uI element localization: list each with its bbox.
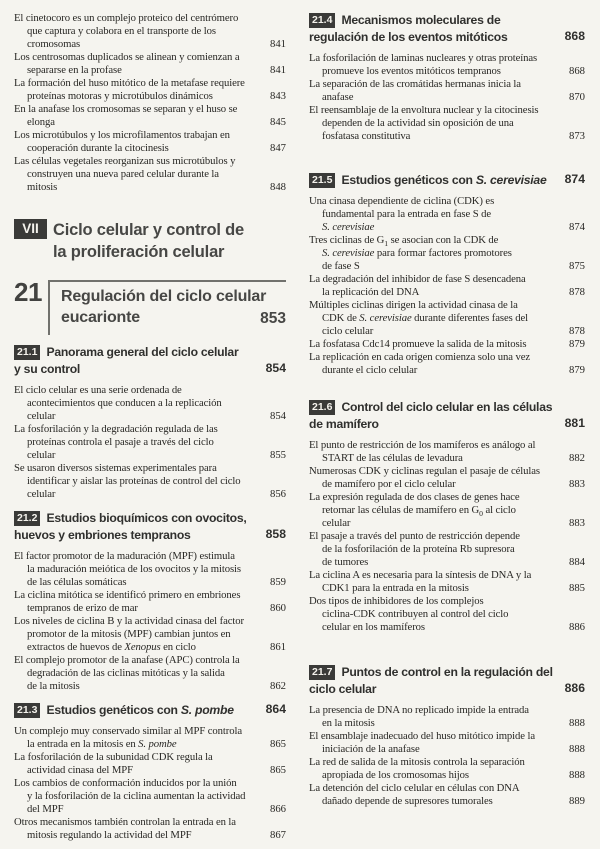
toc-entry-page: 866 [269, 803, 286, 815]
toc-entry-page: 883 [568, 517, 585, 529]
toc-entry-list [309, 439, 585, 634]
section-title: Puntos de control en la regulación del ciclo celular [309, 665, 553, 696]
toc-entry-page: 856 [269, 488, 286, 500]
toc-entry-page: 855 [269, 449, 286, 461]
toc-entry [309, 351, 585, 377]
toc-entry-text: En la anafase los cromosomas se separan y el huso se elonga [14, 103, 238, 128]
toc-entry-page: 862 [269, 680, 286, 692]
toc-entry-page: 867 [269, 829, 286, 841]
toc-entry [14, 751, 286, 777]
toc-entry-text: El complejo promotor de la anafase (APC) controla la degradación de las ciclinas mitóticas y la salida de la mitosis [14, 654, 240, 692]
section-number-badge: 21.4 [309, 13, 335, 28]
part-number-badge: VII [14, 219, 47, 239]
toc-entry-text: La fosforilación de la subunidad CDK regula la actividad cinasa del MPF [14, 751, 213, 776]
toc-entry [14, 589, 286, 615]
toc-entry-list [14, 550, 286, 693]
toc-entry-text: El ensamblaje inadecuado del huso mitótico impide la iniciación de la anafase [309, 730, 536, 755]
toc-entry-text: Múltiples ciclinas dirigen la actividad cinasa de la CDK de S. cerevisiae durante diferentes fases del ciclo celular [309, 299, 528, 337]
toc-entry-text: La replicación en cada origen comienza solo una vez durante el ciclo celular [309, 351, 531, 376]
part-heading [14, 219, 286, 263]
toc-entry-text: La ciclina mitótica se identificó primero en embriones tempranos de erizo de mar [14, 589, 241, 614]
toc-entry-text: La formación del huso mitótico de la metafase requiere proteínas motoras y microtúbulos dinámicos [14, 77, 245, 102]
toc-entry [14, 550, 286, 589]
toc-entry [309, 465, 585, 491]
toc-entry-page: 845 [269, 116, 286, 128]
toc-entry-page: 888 [568, 743, 585, 755]
toc-entry-text: El cinetocoro es un complejo proteico del centrómero que captura y colabora en el transporte de los cromosomas [14, 12, 239, 50]
toc-entry [14, 103, 286, 129]
section-heading [309, 664, 585, 698]
toc-entry [14, 155, 286, 194]
toc-entry [14, 129, 286, 155]
toc-entry-list-leading [14, 12, 286, 194]
toc-entry-page: 848 [269, 181, 286, 193]
toc-entry-text: Las células vegetales reorganizan sus microtúbulos y construyen una nueva pared celular durante la mitosis [14, 155, 236, 193]
toc-entry-page: 841 [269, 38, 286, 50]
toc-entry [14, 423, 286, 462]
toc-section-21-4 [309, 12, 585, 143]
toc-entry [14, 462, 286, 501]
toc-entry [309, 756, 585, 782]
toc-entry-text: Los centrosomas duplicados se alinean y comienzan a separarse en la profase [14, 51, 240, 76]
toc-entry [14, 384, 286, 423]
toc-section-21-1 [14, 344, 286, 501]
section-heading [309, 399, 585, 433]
toc-entry-text: Numerosas CDK y ciclinas regulan el pasaje de células de mamífero por el ciclo celular [309, 465, 540, 490]
toc-entry [309, 782, 585, 808]
toc-entry-text: La fosforilación y la degradación regulada de las proteínas controla el pasaje a través del ciclo celular [14, 423, 218, 461]
toc-entry-text: Tres ciclinas de $G_1$ se asocian con la CDK de S. cerevisiae para formar factores promotores de fase S [309, 234, 512, 272]
toc-entry-text: Los cambios de conformación inducidos por la unión y la fosforilación de la ciclina aumentan la actividad del MPF [14, 777, 246, 815]
section-title: Mecanismos moleculares de regulación de los eventos mitóticos [309, 13, 508, 44]
toc-entry [309, 52, 585, 78]
toc-entry-page: 861 [269, 641, 286, 653]
toc-entry-page: 883 [568, 478, 585, 490]
toc-entry [14, 615, 286, 654]
toc-entry-page: 888 [568, 717, 585, 729]
toc-entry-text: Se usaron diversos sistemas experimentales para identificar y aislar las proteínas de control del ciclo celular [14, 462, 241, 500]
section-page-number: 881 [564, 416, 585, 430]
section-number-badge: 21.7 [309, 665, 335, 680]
toc-entry [309, 195, 585, 234]
chapter-page-number: 853 [260, 310, 286, 327]
toc-entry-page: 854 [269, 410, 286, 422]
toc-entry [14, 816, 286, 842]
toc-entry [14, 77, 286, 103]
toc-entry [14, 654, 286, 693]
toc-entry-page: 860 [269, 602, 286, 614]
toc-entry-text: Dos tipos de inhibidores de los complejos ciclina-CDK contribuyen al control del ciclo celular en los mamíferos [309, 595, 509, 633]
toc-entry-text: Los microtúbulos y los microfilamentos trabajan en cooperación durante la citocinesis [14, 129, 230, 154]
section-number-badge: 21.2 [14, 511, 40, 526]
chapter-title-box [48, 280, 286, 335]
toc-section-21-3 [14, 702, 286, 842]
toc-entry [309, 78, 585, 104]
toc-entry [309, 704, 585, 730]
toc-entry-page: 879 [568, 338, 585, 350]
chapter-title: Regulación del ciclo celular eucarionte [61, 288, 267, 326]
toc-entry-text: La separación de las cromátidas hermanas inicia la anafase [309, 78, 521, 103]
toc-entry [14, 51, 286, 77]
toc-entry [309, 234, 585, 273]
chapter-number: 21 [14, 277, 42, 307]
toc-entry-text: Otros mecanismos también controlan la entrada en la mitosis regulando la actividad del MPF [14, 816, 236, 841]
toc-entry [309, 530, 585, 569]
toc-entry-text: Los niveles de ciclina B y la actividad cinasa del factor promotor de la mitosis (MPF) cambian juntos en extractos de huevos de Xenopus en ciclo [14, 615, 244, 653]
toc-entry-text: La expresión regulada de dos clases de genes hace retornar las células de mamífero en $G_0$ al ciclo celular [309, 491, 520, 529]
toc-entry [14, 12, 286, 51]
toc-entry [14, 777, 286, 816]
toc-entry-page: 847 [269, 142, 286, 154]
toc-entry-page: 888 [568, 769, 585, 781]
toc-entry-text: El punto de restricción de los mamíferos es análogo al START de las células de levadura [309, 439, 536, 464]
toc-entry [309, 273, 585, 299]
section-page-number: 868 [564, 29, 585, 43]
section-heading [14, 510, 286, 544]
toc-column-right [309, 12, 585, 849]
toc-entry-text: El factor promotor de la maduración (MPF) estimula la maduración meiótica de los ovocitos y la mitosis de las células somáticas [14, 550, 241, 588]
section-page-number: 874 [564, 172, 585, 186]
toc-entry-page: 884 [568, 556, 585, 568]
section-title: Estudios genéticos con S. pombe [46, 703, 234, 717]
section-page-number: 858 [265, 527, 286, 541]
toc-entry-page: 886 [568, 621, 585, 633]
toc-entry-text: La ciclina A es necesaria para la síntesis de DNA y la CDK1 para la entrada en la mitosis [309, 569, 532, 594]
toc-section-21-5 [309, 172, 585, 377]
toc-entry [309, 338, 585, 351]
toc-entry-text: Una cinasa dependiente de ciclina (CDK) es fundamental para la entrada en fase S de S. cerevisiae [309, 195, 495, 233]
toc-entry-page: 878 [568, 286, 585, 298]
chapter-heading [14, 278, 286, 335]
toc-column-left [14, 12, 286, 849]
section-heading [14, 702, 286, 719]
section-number-badge: 21.5 [309, 173, 335, 188]
toc-entry-page: 873 [568, 130, 585, 142]
toc-section-21-6 [309, 399, 585, 634]
toc-entry-page: 878 [568, 325, 585, 337]
section-number-badge: 21.1 [14, 345, 40, 360]
toc-entry-page: 879 [568, 364, 585, 376]
toc-entry-list [14, 725, 286, 842]
toc-entry [309, 595, 585, 634]
toc-entry [309, 491, 585, 530]
toc-entry-text: La presencia de DNA no replicado impide la entrada en la mitosis [309, 704, 529, 729]
section-title: Panorama general del ciclo celular y su control [14, 345, 239, 376]
toc-entry-text: El reensamblaje de la envoltura nuclear y la citocinesis dependen de la actividad sin oposición de una fosfatasa constitutiva [309, 104, 539, 142]
toc-entry-text: La red de salida de la mitosis controla la separación apropiada de los cromosomas hijos [309, 756, 525, 781]
toc-entry-page: 885 [568, 582, 585, 594]
toc-entry-text: La degradación del inhibidor de fase S desencadena la replicación del DNA [309, 273, 526, 298]
toc-entry-list [14, 384, 286, 501]
toc-entry-page: 859 [269, 576, 286, 588]
toc-entry [309, 104, 585, 143]
section-title: Estudios bioquímicos con ovocitos, huevos y embriones tempranos [14, 511, 247, 542]
part-title-text: Ciclo celular y control de la proliferación celular [53, 221, 245, 261]
toc-entry-page: 874 [568, 221, 585, 233]
toc-entry [309, 299, 585, 338]
toc-entry-page: 875 [568, 260, 585, 272]
toc-entry-page: 889 [568, 795, 585, 807]
toc-entry-page: 841 [269, 64, 286, 76]
toc-entry-list [309, 704, 585, 808]
toc-entry-page: 882 [568, 452, 585, 464]
toc-entry-text: La detención del ciclo celular en células con DNA dañado depende de supresores tumorales [309, 782, 520, 807]
toc-entry-page: 865 [269, 764, 286, 776]
section-heading [309, 172, 585, 189]
toc-entry-text: La fosforilación de laminas nucleares y otras proteínas promueve los eventos mitóticos tempranos [309, 52, 538, 77]
toc-entry [309, 439, 585, 465]
toc-entry [309, 569, 585, 595]
section-heading [309, 12, 585, 46]
section-page-number: 886 [564, 681, 585, 695]
toc-entry-page: 868 [568, 65, 585, 77]
toc-section-21-2 [14, 510, 286, 693]
toc-entry-text: La fosfatasa Cdc14 promueve la salida de la mitosis [309, 338, 527, 350]
toc-entry [14, 725, 286, 751]
section-title: Control del ciclo celular en las células de mamífero [309, 400, 553, 431]
toc-entry-page: 843 [269, 90, 286, 102]
toc-entry-text: El ciclo celular es una serie ordenada de acontecimientos que conducen a la replicación celular [14, 384, 222, 422]
section-number-badge: 21.6 [309, 400, 335, 415]
toc-entry-list [309, 195, 585, 377]
toc-entry-list [309, 52, 585, 143]
section-page-number: 854 [265, 361, 286, 375]
section-page-number: 864 [265, 702, 286, 716]
part-title [14, 219, 286, 263]
toc-entry-page: 865 [269, 738, 286, 750]
toc-entry [309, 730, 585, 756]
toc-entry-page: 870 [568, 91, 585, 103]
section-number-badge: 21.3 [14, 703, 40, 718]
toc-entry-text: El pasaje a través del punto de restricción depende de la fosforilación de la proteína Rb supresora de tumores [309, 530, 520, 568]
section-title: Estudios genéticos con S. cerevisiae [341, 173, 547, 187]
toc-section-21-7 [309, 664, 585, 808]
section-heading [14, 344, 286, 378]
toc-entry-text: Un complejo muy conservado similar al MPF controla la entrada en la mitosis en S. pombe [14, 725, 243, 750]
